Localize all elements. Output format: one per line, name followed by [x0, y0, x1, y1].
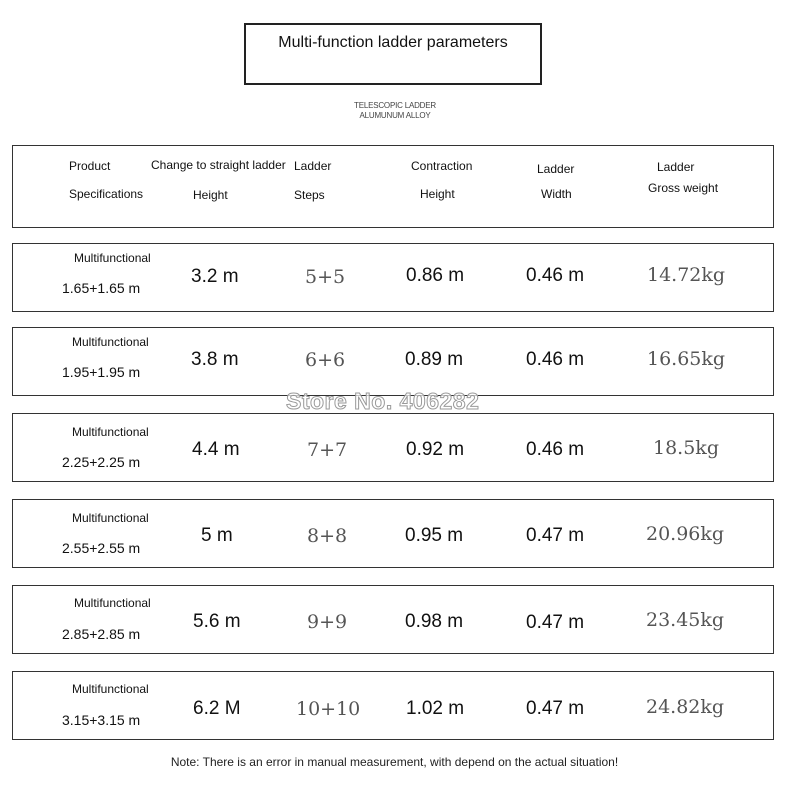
row-spec: 2.55+2.55 m [62, 540, 141, 556]
subtitle-line-1: TELESCOPIC LADDER [354, 101, 436, 110]
row-spec: 2.25+2.25 m [62, 454, 141, 470]
row-height: 6.2 M [193, 698, 241, 719]
row-steps: 5+5 [305, 266, 346, 288]
row-weight: 16.65kg [647, 348, 726, 370]
row-type: Multifunctional [72, 682, 149, 696]
row-contraction: 0.98 m [405, 611, 464, 632]
row-weight: 14.72kg [647, 264, 726, 286]
row-type: Multifunctional [74, 251, 151, 265]
row-contraction: 1.02 m [406, 698, 465, 719]
table-row [12, 327, 774, 396]
table-row [12, 413, 774, 482]
row-steps: 10+10 [296, 698, 361, 720]
header-contraction-height: Height [420, 187, 455, 201]
row-width: 0.46 m [526, 439, 585, 460]
row-weight: 20.96kg [646, 523, 725, 545]
row-type: Multifunctional [74, 596, 151, 610]
row-height: 3.2 m [191, 266, 239, 287]
row-weight: 18.5kg [653, 437, 719, 459]
row-type: Multifunctional [72, 425, 149, 439]
row-spec: 3.15+3.15 m [62, 712, 141, 728]
header-ladder-steps: Ladder [294, 159, 332, 173]
row-spec: 2.85+2.85 m [62, 626, 141, 642]
row-width: 0.46 m [526, 349, 585, 370]
table-row [12, 585, 774, 654]
table-row [12, 243, 774, 312]
row-height: 3.8 m [191, 349, 239, 370]
row-height: 4.4 m [192, 439, 240, 460]
page-title: Multi-function ladder parameters [278, 34, 508, 51]
header-product: Product [69, 159, 111, 173]
row-height: 5.6 m [193, 611, 241, 632]
row-width: 0.47 m [526, 698, 585, 719]
row-width: 0.46 m [526, 265, 585, 286]
header-width: Width [541, 187, 572, 201]
header-steps: Steps [294, 188, 325, 202]
subtitle [300, 101, 490, 121]
header-ladder-width: Ladder [537, 162, 575, 176]
title-box [244, 23, 542, 85]
row-width: 0.47 m [526, 612, 585, 633]
row-spec: 1.95+1.95 m [62, 364, 141, 380]
row-height: 5 m [201, 525, 233, 546]
row-contraction: 0.92 m [406, 439, 465, 460]
row-contraction: 0.95 m [405, 525, 464, 546]
header-contraction: Contraction [411, 159, 473, 173]
store-watermark: Store No. 406282 [286, 388, 480, 414]
row-steps: 6+6 [305, 349, 346, 371]
header-height: Height [193, 188, 228, 202]
table-row [12, 499, 774, 568]
table-header [12, 145, 774, 228]
row-type: Multifunctional [72, 335, 149, 349]
table-row [12, 671, 774, 740]
row-width: 0.47 m [526, 525, 585, 546]
row-weight: 23.45kg [646, 609, 725, 631]
subtitle-line-2: ALUMUNUM ALLOY [359, 111, 431, 120]
header-specifications: Specifications [69, 187, 144, 201]
header-straight-height: Change to straight ladder [151, 158, 286, 172]
row-contraction: 0.86 m [406, 265, 465, 286]
row-steps: 7+7 [307, 439, 348, 461]
row-weight: 24.82kg [646, 696, 725, 718]
header-gross-weight: Gross weight [648, 181, 719, 195]
row-steps: 8+8 [307, 525, 348, 547]
header-ladder-weight: Ladder [657, 160, 695, 174]
row-spec: 1.65+1.65 m [62, 280, 141, 296]
row-type: Multifunctional [72, 511, 149, 525]
row-steps: 9+9 [307, 611, 348, 633]
row-contraction: 0.89 m [405, 349, 464, 370]
footnote: Note: There is an error in manual measurement, with depend on the actual situation! [170, 755, 619, 769]
